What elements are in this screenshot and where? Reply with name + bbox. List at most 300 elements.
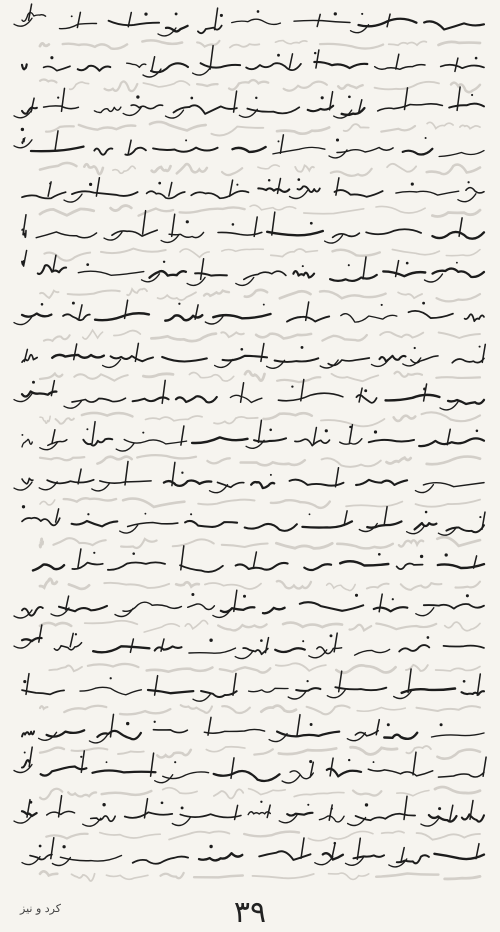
script-word	[198, 26, 222, 34]
script-dot	[321, 96, 324, 99]
script-dot	[381, 304, 383, 306]
script-ascender	[152, 57, 155, 71]
script-dot	[75, 633, 77, 635]
script-dot	[41, 303, 44, 306]
script-dot	[373, 761, 375, 763]
script-word	[294, 20, 350, 22]
script-ascender	[301, 838, 304, 858]
script-dot	[425, 511, 428, 514]
script-dot	[161, 801, 164, 804]
script-dot	[348, 759, 350, 761]
script-word	[22, 811, 37, 816]
script-word	[300, 602, 363, 611]
script-dot	[257, 10, 260, 13]
script-ascender	[457, 87, 460, 110]
script-word	[163, 772, 209, 779]
script-word	[462, 691, 485, 694]
script-dot	[331, 807, 333, 809]
script-dot	[49, 182, 51, 184]
script-dot	[355, 594, 358, 597]
script-word	[22, 192, 66, 198]
script-dot	[80, 756, 82, 758]
script-word	[97, 731, 140, 739]
script-word	[415, 523, 437, 529]
script-word	[275, 358, 319, 362]
script-dot	[302, 265, 304, 267]
script-word	[258, 188, 289, 191]
script-word	[47, 730, 85, 736]
script-word	[245, 524, 297, 531]
script-ascender	[92, 422, 95, 444]
script-word	[201, 63, 241, 67]
script-dot	[50, 56, 53, 59]
script-ascender	[396, 54, 399, 69]
script-word	[314, 62, 367, 68]
script-dot	[278, 140, 280, 142]
script-ascender	[70, 633, 73, 646]
script-word	[22, 138, 25, 144]
script-dot	[87, 513, 89, 515]
script-word	[95, 313, 149, 320]
script-descender	[315, 857, 333, 865]
script-word	[44, 106, 79, 109]
script-dot	[22, 505, 25, 508]
script-word	[63, 314, 90, 320]
script-word	[191, 191, 248, 198]
script-descender	[172, 818, 190, 826]
script-word	[169, 232, 204, 237]
script-word	[335, 687, 386, 690]
script-word	[94, 107, 121, 112]
script-word	[375, 65, 425, 70]
script-dot	[476, 430, 479, 433]
script-dot	[297, 178, 300, 181]
script-word	[218, 482, 244, 487]
script-dot	[243, 595, 246, 598]
script-word	[298, 186, 320, 192]
script-dot	[456, 262, 458, 264]
script-word	[78, 271, 144, 275]
script-word	[127, 63, 146, 67]
script-dot	[255, 97, 257, 99]
script-ascender	[363, 257, 366, 279]
script-word	[342, 108, 365, 115]
script-dot	[62, 845, 65, 848]
script-ascender	[51, 838, 54, 859]
script-word	[31, 147, 84, 152]
script-dot	[406, 262, 409, 265]
script-word	[439, 151, 484, 157]
script-ascender	[128, 140, 131, 154]
script-descender	[103, 359, 121, 367]
script-dot	[309, 513, 311, 515]
script-ascender	[111, 714, 114, 737]
script-descender	[115, 609, 133, 617]
script-dot	[158, 182, 161, 185]
script-dot	[102, 803, 105, 806]
script-dot	[467, 181, 469, 183]
script-ascender	[404, 796, 407, 819]
script-word	[399, 645, 429, 651]
script-word	[243, 648, 268, 654]
script-word	[441, 65, 484, 68]
script-word	[263, 608, 285, 613]
script-dot	[175, 12, 178, 15]
script-dot	[291, 385, 293, 387]
script-dot	[154, 721, 156, 723]
script-dot	[126, 722, 129, 725]
script-descender	[161, 234, 179, 242]
script-descender	[440, 402, 458, 410]
script-dot	[310, 222, 313, 225]
script-word	[275, 648, 305, 652]
script-dot	[330, 634, 333, 637]
script-word	[83, 439, 112, 446]
script-ascender	[253, 552, 256, 568]
script-word	[174, 105, 237, 114]
script-dot	[142, 432, 144, 434]
script-ascender	[55, 131, 58, 151]
script-dot	[181, 806, 184, 809]
script-dot	[236, 184, 238, 186]
script-dot	[191, 593, 194, 596]
script-word	[153, 730, 187, 733]
script-word	[93, 646, 149, 652]
script-dot	[39, 845, 42, 848]
script-ascender	[413, 752, 416, 775]
script-ascender	[79, 305, 82, 319]
script-word	[22, 439, 32, 447]
script-word	[22, 518, 60, 526]
script-word	[22, 731, 34, 736]
script-dot	[72, 302, 75, 305]
script-word	[278, 393, 343, 401]
script-word	[22, 690, 64, 694]
script-ascender	[162, 380, 165, 403]
script-word	[462, 814, 484, 821]
script-dot	[387, 723, 390, 726]
script-dot	[268, 179, 271, 182]
script-dot	[269, 429, 272, 432]
script-word	[424, 604, 484, 609]
script-word	[267, 231, 323, 235]
script-word	[466, 188, 484, 193]
script-word	[383, 271, 425, 276]
script-word	[22, 64, 27, 69]
script-descender	[116, 443, 134, 451]
script-word	[340, 561, 388, 565]
script-word	[180, 814, 241, 817]
script-word	[403, 149, 433, 155]
script-ascender	[483, 757, 486, 776]
script-dot	[209, 639, 212, 642]
script-word	[94, 148, 112, 154]
script-word	[54, 643, 81, 651]
script-dot	[348, 95, 351, 98]
script-dot	[334, 12, 337, 15]
script-ascender	[39, 625, 42, 642]
script-word	[259, 851, 310, 860]
script-word	[214, 771, 280, 781]
script-dot	[302, 640, 304, 642]
script-dot	[336, 138, 339, 141]
script-word	[201, 691, 237, 697]
script-ascender	[52, 430, 55, 444]
script-word	[108, 562, 165, 570]
script-word	[356, 480, 407, 485]
script-word	[230, 395, 262, 402]
script-dot	[260, 801, 262, 803]
script-dot	[306, 680, 308, 682]
script-descender	[14, 610, 32, 618]
script-word	[251, 482, 274, 488]
script-dot	[132, 552, 135, 555]
script-word	[355, 731, 378, 736]
script-dot	[307, 804, 309, 806]
script-dot	[349, 426, 351, 428]
script-word	[249, 688, 288, 692]
script-word	[52, 355, 104, 358]
script-dot	[190, 513, 192, 515]
script-dot	[471, 94, 473, 96]
script-descender	[123, 107, 141, 115]
script-ascender	[51, 381, 54, 396]
script-word	[368, 769, 432, 776]
script-dot	[174, 761, 176, 763]
script-word	[386, 395, 440, 401]
script-descender	[92, 483, 110, 491]
script-word	[47, 480, 93, 484]
script-dot	[301, 346, 304, 349]
script-ascender	[280, 135, 283, 153]
script-word	[246, 63, 301, 70]
script-word	[304, 564, 331, 570]
script-word	[452, 358, 484, 362]
script-word	[449, 104, 484, 108]
script-ascender	[401, 848, 404, 861]
catchword: کرد و نیز	[20, 902, 61, 915]
script-dot	[86, 428, 88, 430]
script-dot	[427, 636, 430, 639]
script-ascender	[330, 758, 333, 776]
script-dot	[232, 223, 235, 226]
script-descender	[14, 482, 32, 490]
script-dot	[57, 97, 59, 99]
script-word	[164, 481, 211, 486]
script-word	[419, 438, 484, 446]
script-word	[204, 729, 264, 733]
script-word	[438, 772, 484, 777]
script-word	[444, 646, 485, 648]
script-word	[380, 356, 406, 362]
script-word	[244, 271, 286, 279]
script-word	[133, 857, 188, 864]
script-dot	[23, 680, 26, 683]
script-dot	[220, 14, 223, 17]
script-word	[378, 104, 443, 111]
script-dot	[263, 304, 265, 306]
script-word	[78, 66, 111, 71]
script-ascender	[313, 428, 316, 445]
script-dot	[209, 845, 212, 848]
script-word	[432, 232, 484, 239]
script-word	[409, 311, 453, 318]
script-word	[155, 646, 182, 650]
page-number: ۳۹	[233, 895, 267, 930]
script-dot	[463, 680, 466, 683]
script-word	[330, 275, 377, 281]
script-dot	[479, 516, 481, 518]
script-word	[287, 813, 312, 816]
script-ascender	[241, 383, 244, 402]
script-word	[192, 437, 247, 443]
script-word	[111, 356, 153, 361]
script-dot	[314, 52, 316, 54]
script-word	[22, 314, 51, 317]
script-dot	[178, 303, 180, 305]
script-word	[341, 314, 397, 322]
script-ascender	[66, 596, 69, 610]
script-ascender	[29, 747, 32, 766]
script-ascender	[53, 255, 56, 271]
script-word	[151, 63, 188, 72]
script-word	[165, 315, 202, 320]
script-dot	[89, 183, 92, 186]
script-descender	[155, 775, 173, 783]
script-word	[411, 356, 438, 363]
script-word	[185, 521, 237, 527]
script-word	[195, 273, 227, 275]
script-descender	[193, 693, 211, 701]
script-dot	[190, 97, 193, 100]
script-dot	[445, 553, 448, 556]
script-word	[317, 647, 342, 654]
script-word	[432, 733, 485, 737]
script-descender	[415, 485, 433, 493]
script-dot	[144, 12, 147, 15]
script-descender	[416, 608, 434, 616]
script-dot	[21, 434, 23, 436]
script-word	[236, 563, 288, 570]
script-dot	[181, 472, 183, 474]
script-ascender	[231, 758, 234, 778]
script-dot	[361, 13, 363, 15]
script-word	[233, 147, 266, 152]
script-dot	[420, 555, 423, 558]
script-dot	[325, 429, 328, 432]
script-ascender	[384, 507, 387, 526]
script-dot	[475, 57, 478, 60]
script-ascender	[379, 594, 382, 612]
script-ascender	[450, 805, 453, 820]
script-dot	[438, 807, 441, 810]
script-descender	[327, 690, 345, 698]
script-ascender	[329, 805, 332, 820]
script-dot	[309, 760, 312, 763]
script-dot	[24, 752, 26, 754]
script-word	[72, 521, 118, 526]
script-ascender	[297, 715, 300, 736]
script-word	[41, 767, 87, 776]
script-word	[295, 439, 330, 445]
script-word	[125, 812, 172, 818]
script-word	[80, 687, 141, 695]
script-word	[448, 400, 484, 404]
script-dot	[185, 139, 187, 141]
script-descender	[279, 815, 297, 823]
script-word	[30, 855, 52, 860]
script-word	[162, 357, 207, 362]
script-ascender	[376, 720, 379, 735]
script-word	[36, 232, 96, 238]
script-descender	[458, 194, 476, 202]
script-word	[91, 816, 116, 821]
script-word	[72, 563, 102, 569]
script-word	[150, 271, 186, 278]
script-word	[319, 816, 344, 822]
script-dot	[365, 803, 368, 806]
script-descender	[210, 485, 228, 493]
script-word	[22, 13, 46, 22]
script-word	[189, 648, 236, 653]
script-word	[153, 148, 218, 152]
script-ascender	[77, 12, 80, 27]
script-word	[465, 314, 484, 321]
script-ascender	[143, 211, 146, 234]
script-word	[93, 770, 156, 772]
script-dot	[422, 302, 425, 305]
script-word	[22, 607, 43, 616]
script-dot	[186, 220, 189, 223]
script-ascender	[155, 676, 158, 695]
script-dot	[392, 598, 394, 600]
script-word	[296, 688, 320, 691]
script-word	[131, 105, 162, 109]
script-dot	[440, 723, 443, 726]
script-word	[429, 815, 457, 821]
script-ascender	[201, 259, 204, 280]
script-dot	[144, 513, 146, 515]
script-word	[33, 565, 64, 571]
script-ascender	[74, 344, 77, 360]
script-dot	[71, 15, 73, 17]
script-word	[355, 649, 390, 655]
script-dot	[425, 137, 427, 139]
script-word	[335, 190, 383, 197]
script-dot	[310, 723, 313, 726]
script-descender	[104, 232, 122, 240]
script-ascender	[145, 799, 148, 818]
script-word	[366, 229, 421, 234]
script-dot	[466, 594, 469, 597]
script-descender	[425, 274, 443, 282]
script-ascender	[424, 384, 427, 401]
script-descender	[14, 815, 32, 823]
script-word	[128, 523, 178, 527]
script-ascender	[215, 8, 218, 30]
script-ascender	[172, 214, 175, 236]
script-word	[327, 769, 361, 777]
script-descender	[235, 651, 253, 659]
script-ascender	[210, 46, 213, 69]
script-word	[221, 607, 255, 612]
script-dot	[334, 842, 337, 845]
script-descender	[193, 67, 211, 75]
script-dot	[378, 553, 381, 556]
script-word	[446, 525, 484, 532]
script-word	[199, 853, 242, 860]
script-word	[47, 811, 75, 815]
